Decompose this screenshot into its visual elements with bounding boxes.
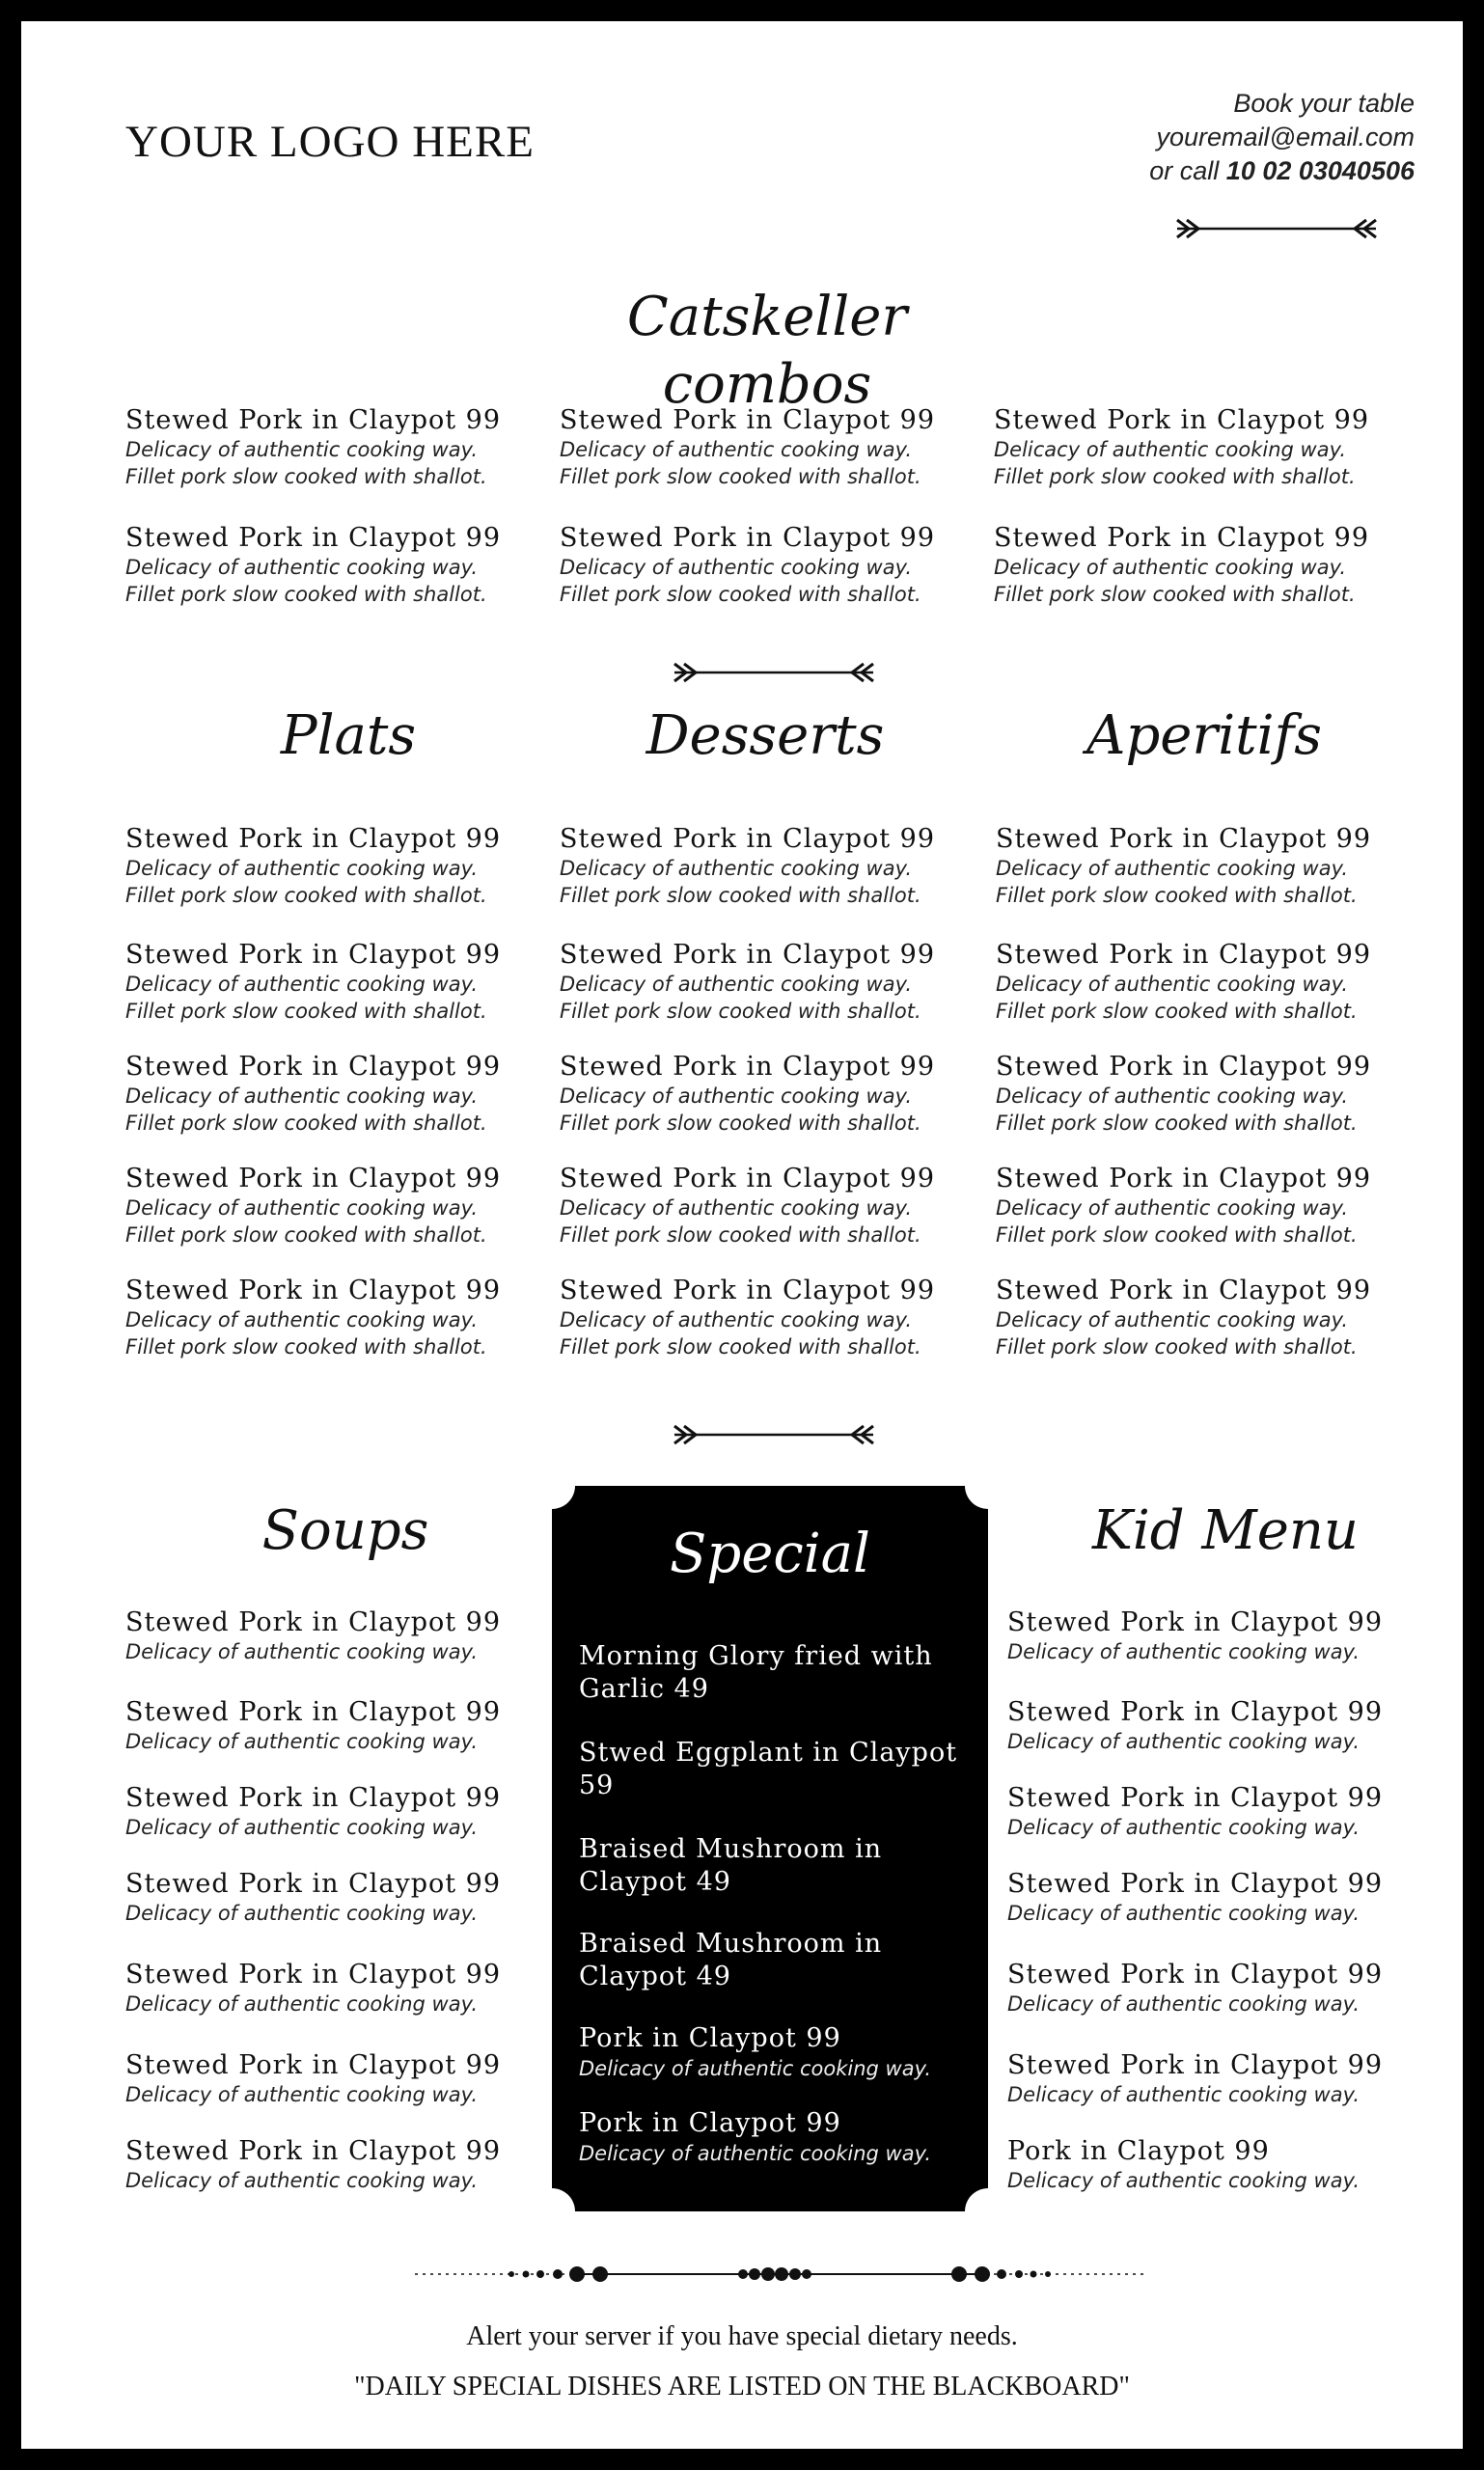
menu-item-description: Delicacy of authentic cooking way. xyxy=(125,973,479,996)
menu-item-name: Stewed Pork in Claypot 99 xyxy=(1007,1607,1384,1637)
menu-item-name: Stewed Pork in Claypot 99 xyxy=(125,1783,502,1813)
menu-item-description: Fillet pork slow cooked with shallot. xyxy=(125,1000,487,1023)
menu-item-name: Stewed Pork in Claypot 99 xyxy=(560,1276,936,1305)
menu-item xyxy=(1007,1697,1413,1755)
menu-item-description: Fillet pork slow cooked with shallot. xyxy=(125,1335,487,1358)
arrow-divider-icon xyxy=(671,1420,877,1449)
corner-notch xyxy=(965,1463,1011,1509)
menu-item-description: Fillet pork slow cooked with shallot. xyxy=(560,1000,921,1023)
menu-item-name: Stewed Pork in Claypot 99 xyxy=(994,405,1370,435)
menu-item-name: Stewed Pork in Claypot 99 xyxy=(125,1607,502,1637)
menu-item-name: Stewed Pork in Claypot 99 xyxy=(560,1164,936,1194)
special-item-name: Pork in Claypot 99 xyxy=(579,2108,841,2138)
menu-item-description: Delicacy of authentic cooking way. xyxy=(560,556,913,579)
dietary-alert: Alert your server if you have special dietary needs. xyxy=(466,2321,1018,2351)
menu-item-description: Fillet pork slow cooked with shallot. xyxy=(996,1000,1358,1023)
menu-item-name: Stewed Pork in Claypot 99 xyxy=(996,1164,1372,1194)
menu-item xyxy=(1007,2136,1413,2194)
arrow-divider-icon xyxy=(671,658,877,687)
menu-item xyxy=(994,405,1399,490)
menu-item-description: Delicacy of authentic cooking way. xyxy=(1007,1902,1360,1925)
menu-item-description: Delicacy of authentic cooking way. xyxy=(996,1196,1349,1220)
menu-item-description: Delicacy of authentic cooking way. xyxy=(560,1196,913,1220)
menu-item-description: Delicacy of authentic cooking way. xyxy=(125,556,479,579)
menu-item-name: Stewed Pork in Claypot 99 xyxy=(125,940,502,970)
menu-item-name: Stewed Pork in Claypot 99 xyxy=(560,940,936,970)
menu-item xyxy=(560,1276,965,1360)
menu-item-description: Fillet pork slow cooked with shallot. xyxy=(560,583,921,606)
menu-item-name: Stewed Pork in Claypot 99 xyxy=(1007,1869,1384,1899)
section-title-combos: Catskeller combos xyxy=(626,286,908,416)
menu-item-name: Stewed Pork in Claypot 99 xyxy=(1007,1960,1384,1990)
menu-item-description: Delicacy of authentic cooking way. xyxy=(1007,2169,1360,2192)
ornament-divider-icon xyxy=(415,2260,1144,2289)
special-panel xyxy=(552,1486,988,2211)
phone-number[interactable]: 10 02 03040506 xyxy=(1225,156,1415,185)
menu-item-name: Stewed Pork in Claypot 99 xyxy=(560,523,936,553)
menu-item-name: Stewed Pork in Claypot 99 xyxy=(996,940,1372,970)
menu-page xyxy=(21,21,1463,2449)
section-title-plats: Plats xyxy=(280,704,417,767)
menu-item xyxy=(125,940,531,1025)
menu-item-description: Fillet pork slow cooked with shallot. xyxy=(560,1223,921,1247)
menu-item-description: Delicacy of authentic cooking way. xyxy=(125,857,479,880)
menu-item xyxy=(560,940,965,1025)
menu-item-description: Delicacy of authentic cooking way. xyxy=(125,1730,479,1753)
corner-notch xyxy=(529,1463,575,1509)
menu-item-description: Fillet pork slow cooked with shallot. xyxy=(994,583,1356,606)
menu-item-description: Delicacy of authentic cooking way. xyxy=(560,1308,913,1331)
menu-item xyxy=(125,1052,531,1137)
call-prefix: or call xyxy=(1149,156,1220,185)
menu-item xyxy=(996,1276,1401,1360)
special-item-description: Delicacy of authentic cooking way. xyxy=(579,2057,932,2080)
menu-item-name: Stewed Pork in Claypot 99 xyxy=(125,405,502,435)
menu-item-name: Stewed Pork in Claypot 99 xyxy=(996,824,1372,854)
booking-contact xyxy=(1149,87,1415,188)
menu-item-description: Delicacy of authentic cooking way. xyxy=(996,1084,1349,1108)
menu-item xyxy=(994,523,1399,608)
menu-item-name: Stewed Pork in Claypot 99 xyxy=(125,1869,502,1899)
menu-item-name: Pork in Claypot 99 xyxy=(1007,2136,1270,2166)
menu-item xyxy=(125,405,531,490)
menu-item xyxy=(1007,1960,1413,2017)
special-item-name: Braised Mushroom in Claypot 49 xyxy=(579,1929,883,1991)
menu-item-description: Delicacy of authentic cooking way. xyxy=(1007,1992,1360,2016)
menu-item xyxy=(996,1164,1401,1249)
corner-notch xyxy=(529,2188,575,2235)
menu-item-description: Delicacy of authentic cooking way. xyxy=(996,1308,1349,1331)
menu-item-name: Stewed Pork in Claypot 99 xyxy=(996,1276,1372,1305)
menu-item xyxy=(125,2050,531,2108)
menu-item xyxy=(560,1052,965,1137)
menu-item-description: Fillet pork slow cooked with shallot. xyxy=(125,1223,487,1247)
menu-item-description: Delicacy of authentic cooking way. xyxy=(560,1084,913,1108)
menu-item-description: Delicacy of authentic cooking way. xyxy=(996,973,1349,996)
menu-item-name: Stewed Pork in Claypot 99 xyxy=(560,1052,936,1082)
menu-item-description: Fillet pork slow cooked with shallot. xyxy=(125,465,487,488)
menu-item xyxy=(1007,1607,1413,1665)
menu-item xyxy=(125,2136,531,2194)
menu-item-description: Delicacy of authentic cooking way. xyxy=(996,857,1349,880)
menu-item xyxy=(1007,1783,1413,1841)
menu-item xyxy=(125,1960,531,2017)
special-item-name: Stwed Eggplant in Claypot 59 xyxy=(579,1738,958,1800)
menu-item-name: Stewed Pork in Claypot 99 xyxy=(560,824,936,854)
menu-item-description: Delicacy of authentic cooking way. xyxy=(994,438,1347,461)
menu-item-description: Delicacy of authentic cooking way. xyxy=(994,556,1347,579)
arrow-divider-icon xyxy=(1173,214,1380,243)
menu-item-name: Stewed Pork in Claypot 99 xyxy=(125,1960,502,1990)
section-title-desserts: Desserts xyxy=(646,704,885,767)
menu-item-description: Fillet pork slow cooked with shallot. xyxy=(560,465,921,488)
menu-item xyxy=(996,940,1401,1025)
menu-item-description: Delicacy of authentic cooking way. xyxy=(560,973,913,996)
menu-item xyxy=(1007,1869,1413,1927)
menu-item-description: Delicacy of authentic cooking way. xyxy=(125,1992,479,2016)
menu-item-description: Fillet pork slow cooked with shallot. xyxy=(560,884,921,907)
menu-item-description: Fillet pork slow cooked with shallot. xyxy=(996,1112,1358,1135)
special-item-name: Pork in Claypot 99 xyxy=(579,2023,841,2053)
menu-item-description: Delicacy of authentic cooking way. xyxy=(125,2083,479,2106)
section-title-aperitifs: Aperitifs xyxy=(1086,704,1322,767)
menu-item-description: Delicacy of authentic cooking way. xyxy=(125,1308,479,1331)
logo-placeholder: YOUR LOGO HERE xyxy=(125,117,535,167)
menu-item-description: Delicacy of authentic cooking way. xyxy=(125,1196,479,1220)
menu-item xyxy=(560,824,965,909)
menu-item-name: Stewed Pork in Claypot 99 xyxy=(125,824,502,854)
special-item xyxy=(579,1737,975,1802)
section-title-special: Special xyxy=(670,1523,870,1585)
special-item xyxy=(579,1928,975,1993)
special-item-name: Braised Mushroom in Claypot 49 xyxy=(579,1834,883,1897)
menu-item-description: Delicacy of authentic cooking way. xyxy=(1007,1640,1360,1663)
special-item xyxy=(579,1833,975,1899)
menu-item-description: Fillet pork slow cooked with shallot. xyxy=(996,884,1358,907)
menu-item-description: Fillet pork slow cooked with shallot. xyxy=(996,1335,1358,1358)
menu-item-description: Fillet pork slow cooked with shallot. xyxy=(996,1223,1358,1247)
menu-item xyxy=(560,405,965,490)
menu-item-description: Delicacy of authentic cooking way. xyxy=(125,1902,479,1925)
email-link[interactable]: youremail@email.com xyxy=(1156,123,1415,151)
section-title-soups: Soups xyxy=(261,1499,429,1562)
menu-item xyxy=(125,1164,531,1249)
special-item xyxy=(579,2107,975,2167)
menu-item-name: Stewed Pork in Claypot 99 xyxy=(994,523,1370,553)
menu-item xyxy=(560,1164,965,1249)
menu-item-description: Delicacy of authentic cooking way. xyxy=(560,857,913,880)
menu-item-name: Stewed Pork in Claypot 99 xyxy=(1007,1783,1384,1813)
menu-item xyxy=(996,824,1401,909)
menu-item xyxy=(125,523,531,608)
menu-item-description: Fillet pork slow cooked with shallot. xyxy=(125,1112,487,1135)
menu-item-name: Stewed Pork in Claypot 99 xyxy=(125,2136,502,2166)
menu-item-name: Stewed Pork in Claypot 99 xyxy=(125,1052,502,1082)
menu-item-description: Delicacy of authentic cooking way. xyxy=(125,438,479,461)
menu-item-name: Stewed Pork in Claypot 99 xyxy=(125,2050,502,2080)
menu-item-name: Stewed Pork in Claypot 99 xyxy=(125,1697,502,1727)
menu-item xyxy=(1007,2050,1413,2108)
menu-item xyxy=(125,1783,531,1841)
menu-item xyxy=(125,1607,531,1665)
phone-line xyxy=(1149,154,1415,188)
special-item xyxy=(579,1640,975,1706)
menu-item-description: Fillet pork slow cooked with shallot. xyxy=(560,1112,921,1135)
menu-item-description: Fillet pork slow cooked with shallot. xyxy=(125,884,487,907)
menu-item xyxy=(125,824,531,909)
daily-special-note: "DAILY SPECIAL DISHES ARE LISTED ON THE BLACKBOARD" xyxy=(354,2372,1130,2401)
special-item xyxy=(579,2022,975,2082)
menu-item-description: Delicacy of authentic cooking way. xyxy=(1007,1730,1360,1753)
menu-item xyxy=(996,1052,1401,1137)
menu-item-description: Delicacy of authentic cooking way. xyxy=(1007,2083,1360,2106)
book-label: Book your table xyxy=(1233,89,1415,118)
menu-item-description: Delicacy of authentic cooking way. xyxy=(125,1640,479,1663)
menu-item-name: Stewed Pork in Claypot 99 xyxy=(996,1052,1372,1082)
menu-item-description: Fillet pork slow cooked with shallot. xyxy=(125,583,487,606)
menu-item-description: Fillet pork slow cooked with shallot. xyxy=(560,1335,921,1358)
menu-item-name: Stewed Pork in Claypot 99 xyxy=(560,405,936,435)
menu-item-name: Stewed Pork in Claypot 99 xyxy=(125,1276,502,1305)
section-title-kid-menu: Kid Menu xyxy=(1091,1499,1359,1562)
menu-item xyxy=(560,523,965,608)
corner-notch xyxy=(965,2188,1011,2235)
menu-item-name: Stewed Pork in Claypot 99 xyxy=(125,523,502,553)
menu-item-description: Delicacy of authentic cooking way. xyxy=(125,1816,479,1839)
menu-item-description: Delicacy of authentic cooking way. xyxy=(125,1084,479,1108)
menu-item-name: Stewed Pork in Claypot 99 xyxy=(1007,1697,1384,1727)
menu-item-description: Delicacy of authentic cooking way. xyxy=(560,438,913,461)
menu-item-description: Delicacy of authentic cooking way. xyxy=(1007,1816,1360,1839)
menu-item xyxy=(125,1276,531,1360)
menu-item xyxy=(125,1697,531,1755)
special-item-description: Delicacy of authentic cooking way. xyxy=(579,2142,932,2165)
menu-item xyxy=(125,1869,531,1927)
menu-item-name: Stewed Pork in Claypot 99 xyxy=(125,1164,502,1194)
menu-item-description: Delicacy of authentic cooking way. xyxy=(125,2169,479,2192)
special-item-name: Morning Glory fried with Garlic 49 xyxy=(579,1641,933,1704)
menu-item-description: Fillet pork slow cooked with shallot. xyxy=(994,465,1356,488)
menu-item-name: Stewed Pork in Claypot 99 xyxy=(1007,2050,1384,2080)
